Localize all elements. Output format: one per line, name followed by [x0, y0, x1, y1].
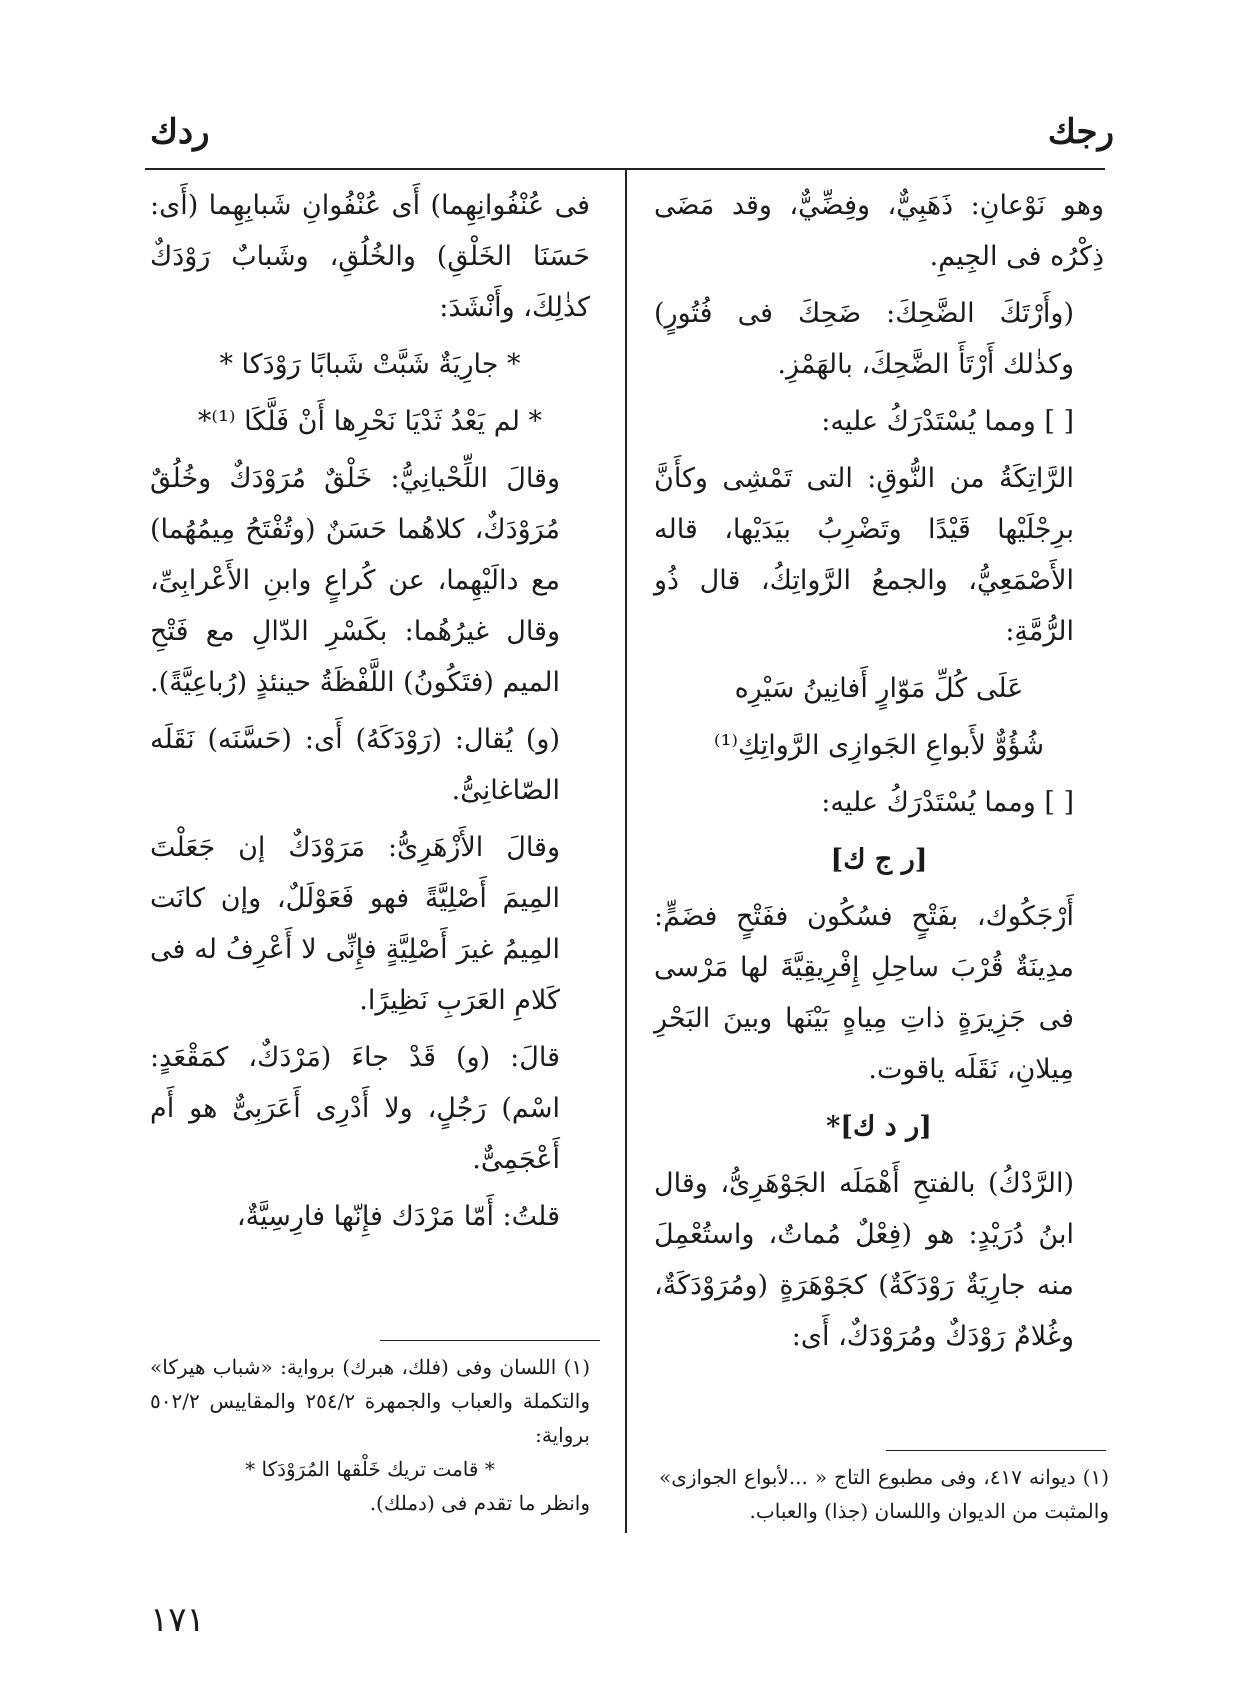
column-divider — [625, 168, 627, 1533]
left-paragraph-3: (و) يُقال: (رَوْدَكَهُ) أَى: (حَسَّنَه) نَقَلَه الصّاغانِىُّ. — [150, 724, 560, 806]
left-verse-1: * جارِيَةٌ شَبَّتْ شَبابًا رَوْدَكا * — [219, 349, 521, 380]
left-paragraph-1: فى عُنْفُوانِهِما) أَى عُنْفُوانِ شَبابِهِما (أَى: حَسَنَا الخَلْقِ) والخُلُقِ، وشَبابٌ رَوْدَكٌ كذٰلِكَ، وأَنْشَدَ: — [150, 190, 590, 323]
left-footnote — [150, 1350, 590, 1520]
left-paragraph-4: وقالَ الأَزْهَرِىُّ: مَرَوْدَكٌ إن جَعَلْتَ المِيمَ أَصْلِيَّةً فهو فَعَوْلَلٌ، وإن كانَت المِيمُ غيرَ أَصْلِيَّةٍ فإِنِّى لا أَعْرِفُ له فى كَلامِ العَرَبِ نَظِيرًا. — [150, 832, 560, 1016]
left-verse-2: * لم يَعْدُ ثَدْيَا نَحْرِها أَنْ فَلَّكَا ⁽¹⁾* — [197, 406, 543, 437]
right-paragraph-7: (الرَّدْكُ) بالفتحِ أَهْمَلَه الجَوْهَرِىُّ، وقال ابنُ دُرَيْدٍ: هو (فِعْلٌ مُماتٌ، واستُعْمِلَ منه جارِيَةٌ رَوْدَكَةٌ) كجَوْهَرَةٍ (ومُرَوْدَكَةٌ، وغُلامٌ رَوْدَكٌ ومُرَوْدَكٌ، أَى: — [654, 1168, 1074, 1352]
right-column — [654, 180, 1104, 1368]
entry-heading-rdk: [ر د ك]* — [826, 1111, 932, 1142]
left-footnote-note: وانظر ما تقدم فى (دملك). — [369, 1491, 590, 1515]
right-paragraph-5: [ ] ومما يُسْتَدْرَكُ عليه: — [821, 787, 1074, 818]
right-verse-1: عَلَى كُلِّ مَوّارٍ أَفانِينُ سَيْرِه — [734, 673, 1024, 704]
right-paragraph-3: [ ] ومما يُسْتَدْرَكُ عليه: — [821, 406, 1074, 437]
left-paragraph-6: قلتُ: أَمّا مَرْدَك فإِنّها فارِسِيَّةٌ، — [236, 1201, 560, 1232]
right-footnote-text: (١) ديوانه ٤١٧، وفى مطبوع التاج « ...لأبواع الجوازى» والمثبت من الديوان واللسان (جذا) والعباب. — [659, 1465, 1109, 1523]
right-paragraph-6: أَرْجَكُوك، بفَتْحٍ فسُكُون ففَتْحٍ فضَمٍّ: مدِينَةٌ قُرْبَ ساحِلِ إِفْرِيقِيَّةَ لها مَرْسى فى جَزِيرَةٍ ذاتِ مِياهٍ بَيْنَها وبينَ البَحْرِ مِيلانِ، نَقَلَه ياقوت. — [654, 901, 1074, 1085]
left-footnote-rule — [380, 1340, 600, 1341]
right-footnote-rule — [886, 1450, 1106, 1451]
page-number: ١٧١ — [150, 1600, 205, 1640]
left-paragraph-5: قالَ: (و) قَدْ جاءَ (مَرْدَكٌ، كمَقْعَدٍ: اسْم) رَجُلٍ، ولا أَدْرِى أَعَرَبِىٌّ هو أَم أَعْجَمِىٌّ. — [150, 1042, 560, 1175]
left-footnote-text: (١) اللسان وفى (فلك، هبرك) برواية: «شباب هيركا» والتكملة والعباب والجمهرة ٢٥٤/٢ والمقاييس ٥٠٢/٢ برواية: — [150, 1355, 590, 1447]
header-left-entry-word: ردك — [150, 112, 210, 152]
header-right-entry-word: رجك — [1047, 112, 1114, 152]
right-paragraph-1: وهو نَوْعانِ: ذَهَبِيٌّ، وفِضِّيٌّ، وقد مَضَى ذِكْرُه فى الجِيمِ. — [654, 190, 1104, 272]
right-footnote — [659, 1460, 1109, 1528]
right-paragraph-2: (وأَرْتَكَ الضَّحِكَ: ضَحِكَ فى فُتُورٍ) وكذٰلك أَرْتَأَ الضَّحِكَ، بالهَمْزِ. — [654, 298, 1074, 380]
right-paragraph-4: الرَّاتِكَةُ من النُّوقِ: التى تَمْشِى وكأَنَّ برِجْلَيْها قَيْدًا وتَضْرِبُ بيَدَيْها، قاله الأَصْمَعِيُّ، والجمعُ الرَّواتِكُ، قال ذُو الرُّمَّةِ: — [654, 463, 1074, 647]
left-footnote-verse: * قامت تريك خَلْقها المُرَوْدَكا * — [245, 1457, 495, 1481]
left-column — [150, 180, 590, 1248]
left-paragraph-2: وقالَ اللِّحْيانِيُّ: خَلْقٌ مُرَوْدَكٌ وخُلُقٌ مُرَوْدَكٌ، كلاهُما حَسَنٌ (وتُفْتَحُ مِيمُهُما) مع دالَيْهِما، عن كُراعٍ وابنِ الأَعْرابِىِّ، وقال غيرُهُما: بكَسْرِ الدّالِ مع فَتْحِ الميم (فتَكُونُ) اللَّفْظَةُ حينئذٍ (رُباعِيَّةً). — [149, 463, 560, 698]
entry-heading-rjk: [ر ج ك] — [830, 844, 928, 875]
right-verse-2: شُؤُوٌّ لأَبواعِ الجَوازِى الرَّواتِكِ⁽¹⁾ — [713, 730, 1045, 761]
